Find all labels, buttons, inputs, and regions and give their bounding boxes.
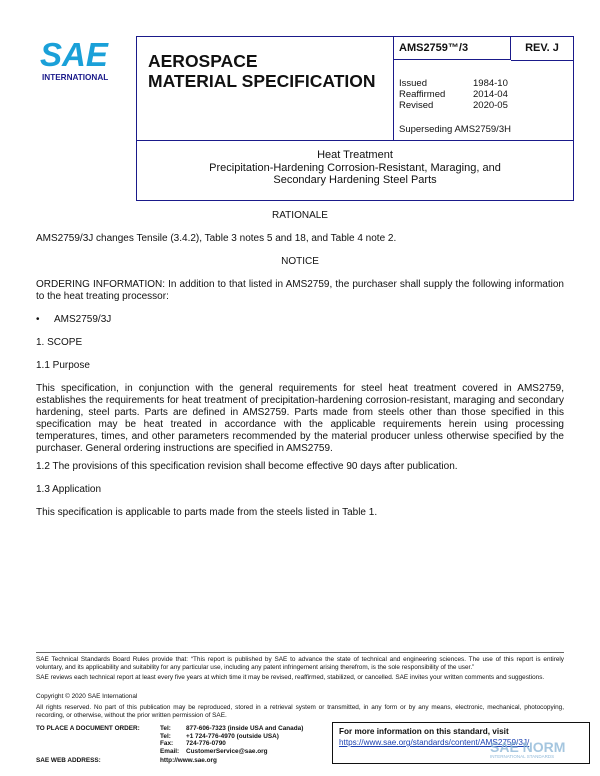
revision: REV. J <box>511 37 573 61</box>
header-info-cell <box>393 37 573 140</box>
notice-heading: NOTICE <box>281 256 319 267</box>
date-row: Revised 2020-05 <box>399 100 508 111</box>
purpose-text: This specification, in conjunction with the general requirements for steel heat treatment covered in AMS2759, establishes the requirements for heat treatment of precipitation-hardening corrosion-resistant, maraging and secondary hardening, steel parts. Parts are defined in AMS2759. Parts made from steels other than those specified in this specification may be heat treated in accordance with the applicable requirements herein using processing temperatures, times, and other parameters recommended by the material producer unless otherwise specified by the purchaser. General ordering instructions are specified in AMS2759. <box>36 383 564 454</box>
rationale-text: AMS2759/3J changes Tensile (3.4.2), Table 3 notes 5 and 18, and Table 4 note 2. <box>36 233 397 244</box>
title-line-2: MATERIAL SPECIFICATION <box>148 71 376 91</box>
section-1-2: 1.2 The provisions of this specification revision shall become effective 90 days after publication. <box>36 461 458 472</box>
subject-line-1: Heat Treatment <box>317 149 393 161</box>
subject-line-3: Secondary Hardening Steel Parts <box>273 174 437 186</box>
contact-list: Tel: 877-606-7323 (inside USA and Canada) Tel: +1 724-776-4970 (outside USA) Fax: 724-776-0790 Email: CustomerService@sae.org <box>160 725 304 755</box>
section-1-3-heading: 1.3 Application <box>36 484 102 495</box>
watermark-subtext: INTERNATIONAL STANDARDS <box>490 754 555 759</box>
title-line-1: AEROSPACE <box>148 51 258 71</box>
superseding: Superseding AMS2759/3H <box>399 124 511 135</box>
logo-text: SAE <box>40 36 108 73</box>
ordering-text: ORDERING INFORMATION: In addition to that listed in AMS2759, the purchaser shall supply the following information to the heat treating processor: <box>36 279 564 302</box>
order-label: TO PLACE A DOCUMENT ORDER: <box>36 725 140 732</box>
section-1-1-heading: 1.1 Purpose <box>36 360 90 371</box>
date-row: Issued 1984-10 <box>399 78 508 89</box>
spec-title <box>148 51 376 91</box>
dates-block <box>399 78 508 111</box>
web-label: SAE WEB ADDRESS: <box>36 757 101 764</box>
sae-logo <box>38 36 118 84</box>
footer-divider <box>36 652 564 653</box>
bullet-icon: • <box>36 314 40 325</box>
subject-line-2: Precipitation-Hardening Corrosion-Resistant, Maraging, and <box>209 161 501 174</box>
footer-review-text: SAE reviews each technical report at least every five years at which time it may be revised, reaffirmed, stabilized, or cancelled. SAE invites your written comments and suggestions. <box>36 674 545 681</box>
more-info-text: For more information on this standard, visit <box>339 727 509 736</box>
more-info-link[interactable]: https://www.sae.org/standards/content/AMS2759/3J/ <box>339 738 530 747</box>
web-address-link[interactable]: http://www.sae.org <box>160 757 217 764</box>
doc-number: AMS2759™/3 <box>393 37 511 60</box>
logo-subtext: INTERNATIONAL <box>42 73 109 82</box>
rationale-heading: RATIONALE <box>272 210 328 221</box>
footer-rules-text: SAE Technical Standards Board Rules provide that: “This report is published by SAE to advance the state of technical and engineering sciences. The use of this report is entirely voluntary, and its applicability and suitability for any particular use, including any patent infringement arising therefrom, is the sole responsibility of the user.” <box>36 656 564 671</box>
section-1-heading: 1. SCOPE <box>36 337 83 348</box>
header-title-cell <box>137 37 394 140</box>
email-link[interactable]: CustomerService@sae.org <box>186 747 268 755</box>
bullet-item: AMS2759/3J <box>54 314 112 325</box>
header-box <box>136 36 574 201</box>
watermark <box>490 740 565 760</box>
date-row: Reaffirmed 2014-04 <box>399 89 508 100</box>
footer-rights-text: All rights reserved. No part of this publication may be reproduced, stored in a retrieval system or transmitted, in any form or by any means, electronic, mechanical, photocopying, recording, or otherwise, without the prior written permission of SAE. <box>36 704 564 719</box>
subject-cell <box>137 140 573 200</box>
footer-copyright: Copyright © 2020 SAE International <box>36 693 138 700</box>
watermark-text: SAE NORM <box>490 739 566 755</box>
application-text: This specification is applicable to parts made from the steels listed in Table 1. <box>36 507 378 518</box>
